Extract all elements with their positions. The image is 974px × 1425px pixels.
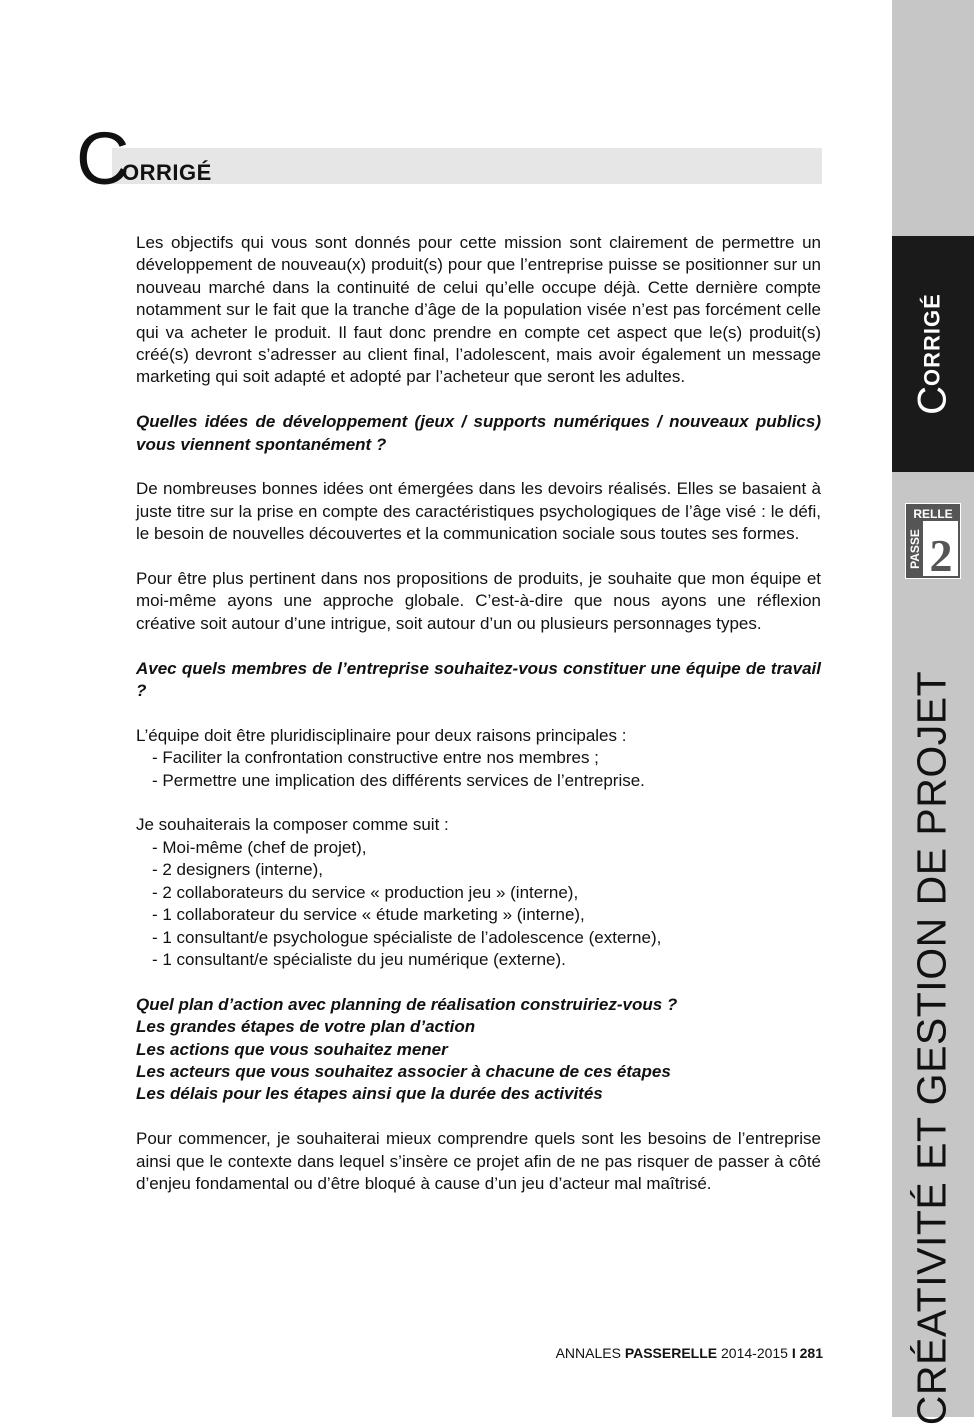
- intro-paragraph: Les objectifs qui vous sont donnés pour cette mission sont clairement de permettre un développement de nouveau(x) produit(s) pour que l’entreprise puisse se positionner sur un nouveau marché dans la continuité de celui qu’elle occupe déjà. Cette dernière compte notamment sur le fait que la tranche d’âge de la population visée n’est pas forcément celle qui va acheter le produit. Il faut donc prendre en compte cet aspect que le(s) produit(s) créé(s) devront s’adresser au client final, l’adolescent, mais avoir également un message marketing qui soit adapté et adopté par l’acheteur que seront les adultes.: [136, 233, 821, 387]
- sidebar-tab-initial: C: [910, 385, 955, 415]
- question-3-line: Les grandes étapes de votre plan d’action: [136, 1017, 476, 1037]
- answer-1-paragraph-1: De nombreuses bonnes idées ont émergées dans les devoirs réalisés. Elles se basaient à juste titre sur la prise en compte des caractéristiques psychologiques de l’âge visé : le défi, le besoin de nouvelles découvertes et la communication sociale sous toutes ses formes.: [136, 479, 821, 544]
- answer-1-paragraph-2: Pour être plus pertinent dans nos propositions de produits, je souhaite que mon équipe et moi-même ayons une approche globale. C’est-à-dire que nous ayons une réflexion créative soit autour d’une intrigue, soit autour d’un ou plusieurs personnages types.: [136, 569, 821, 633]
- question-3-block: [136, 994, 821, 1106]
- list-item: - Permettre une implication des différents services de l’entreprise.: [152, 770, 645, 790]
- question-3-line: Les acteurs que vous souhaitez associer à chacune de ces étapes: [136, 1061, 671, 1081]
- footer-years: 2014-2015: [721, 1345, 788, 1361]
- team-members-list: [136, 837, 821, 971]
- heading-band: [112, 148, 822, 184]
- list-item: - 1 consultant/e psychologue spécialiste de l’adolescence (externe),: [152, 927, 662, 947]
- list-item: - 2 collaborateurs du service « production jeu » (interne),: [152, 882, 579, 902]
- main-content: [136, 232, 821, 1218]
- question-3-line: Les délais pour les étapes ainsi que la durée des activités: [136, 1084, 603, 1104]
- footer-annales: ANNALES: [555, 1345, 621, 1361]
- list-item: - 1 collaborateur du service « étude marketing » (interne),: [152, 905, 585, 925]
- answer-3-paragraph: Pour commencer, je souhaiterai mieux comprendre quels sont les besoins de l’entreprise ainsi que le contexte dans lequel s’insère ce projet afin de ne pas risquer de passer à côté d’enjeu fondamental ou d’être bloqué à cause d’un jeu d’acteur mal maîtrisé.: [136, 1129, 821, 1193]
- sidebar-tab-rest: ORRIGÉ: [919, 293, 945, 386]
- passerelle-logo: [905, 503, 961, 579]
- page-footer: [531, 1344, 823, 1362]
- logo-top-text: RELLE: [913, 507, 953, 521]
- list-item: - 2 designers (interne),: [152, 860, 324, 880]
- logo-number: 2: [929, 530, 953, 579]
- team-composition-lead: Je souhaiterais la composer comme suit :: [136, 815, 449, 835]
- section-title: CRÉATIVITÉ ET GESTION DE PROJET: [908, 670, 955, 1425]
- page-title: ORRIGÉ: [122, 160, 212, 185]
- list-item: - 1 consultant/e spécialiste du jeu numérique (externe).: [152, 949, 566, 969]
- question-2: Avec quels membres de l’entreprise souhaitez-vous constituer une équipe de travail ?: [136, 658, 821, 701]
- page-number: 281: [799, 1345, 823, 1361]
- question-3-line: Les actions que vous souhaitez mener: [136, 1039, 448, 1059]
- reasons-list: [136, 747, 821, 792]
- answer-2-lead: L’équipe doit être pluridisciplinaire pour deux raisons principales :: [136, 725, 627, 745]
- list-item: - Faciliter la confrontation constructive entre nos membres ;: [152, 748, 599, 768]
- question-3-line: Quel plan d’action avec planning de réalisation construiriez-vous ?: [136, 994, 678, 1014]
- footer-separator: I: [791, 1345, 796, 1361]
- logo-side-text: PASSE: [908, 529, 922, 569]
- footer-brand: PASSERELLE: [624, 1345, 718, 1361]
- list-item: - Moi-même (chef de projet),: [152, 837, 367, 857]
- heading-initial: C: [76, 117, 130, 200]
- question-1: Quelles idées de développement (jeux / supports numériques / nouveaux publics) vous viennent spontanément ?: [136, 412, 821, 454]
